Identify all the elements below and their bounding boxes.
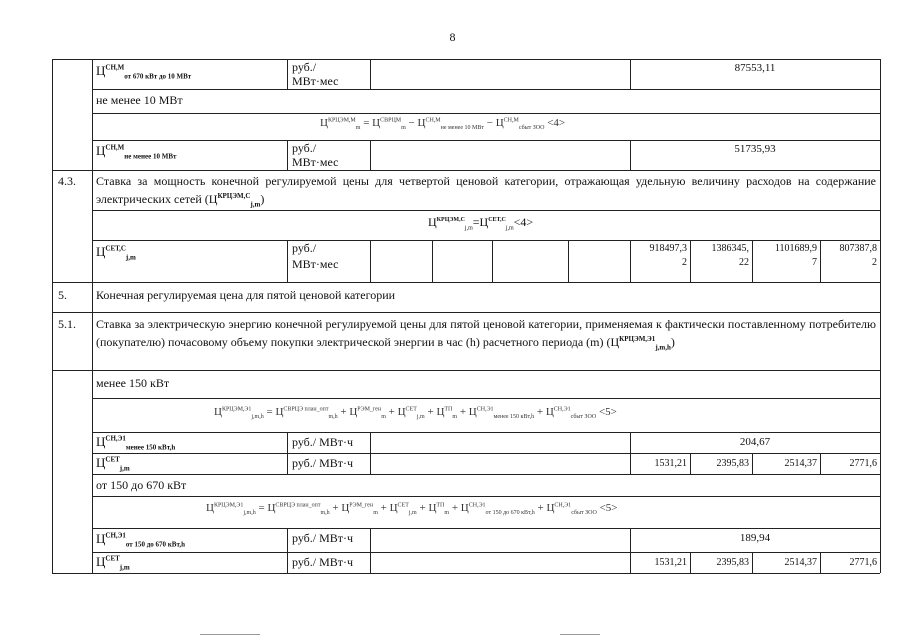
rate-value: 2514,37	[784, 557, 817, 568]
scan-mark	[560, 634, 600, 635]
tariff-symbol: $Ц^{СН,Э1}_{менее 150 кВт,h}$	[96, 434, 176, 452]
rate-value: 918497,3	[649, 243, 687, 254]
section-text: Ставка за электрическую энергию конечной регулируемой цены для пятой ценовой категории, применяемая к фактически поставленному потребителю (покупателю) почасовому объему покупки электрической энергии в час (h) расчетного периода (m) $(Ц^{КРЦЭМ,Э1}_{j,m,h})$	[96, 317, 876, 352]
formula: $Ц^{КРЦЭМ,Э1}_{j,m,h} = Ц^{СВРЦЭ план\_опт}_{m,h} + Ц^{РЭМ\_ген}_m + Ц^{СЕТ}_{j,m} + Ц^{ТП}_m + Ц^{СН,Э1}_{от 150 до 670 кВт,h} + Ц^{СН,Э1}_{сбыт ЗОО} <5>$	[206, 502, 618, 517]
rate-value: 2	[682, 257, 687, 268]
tariff-symbol: $Ц^{СН,М}_{не менее 10 МВт}$	[96, 143, 177, 161]
rate-value: 2771,6	[849, 557, 877, 568]
tariff-symbol: $Ц^{СЕТ}_{j,m}$	[96, 554, 130, 572]
rate-value: 87553,11	[734, 62, 776, 74]
formula: $Ц^{КРЦЭМ,М}_m = Ц^{СВРЦМ}_m - Ц^{СН,М}_{не менее 10 МВт} - Ц^{СН,М}_{сбыт ЗОО} <4>$	[320, 117, 566, 132]
unit-label: МВт·мес	[292, 155, 339, 169]
formula: $Ц^{КРЦЭМ,Э1}_{j,m,h} = Ц^{СВРЦЭ план\_опт}_{m,h} + Ц^{РЭМ\_ген}_m + Ц^{СЕТ}_{j,m} + Ц^{ТП}_m + Ц^{СН,Э1}_{менее 150 кВт,h} + Ц^{СН,Э1}_{сбыт ЗОО} <5>$	[214, 406, 617, 421]
unit-label: руб./ МВт·ч	[292, 531, 354, 545]
row-label: не менее 10 МВт	[96, 93, 183, 107]
row-label: менее 150 кВт	[96, 376, 170, 390]
section-number: 5.	[58, 288, 67, 302]
rate-value: 1386345,	[711, 243, 749, 254]
formula: $Ц^{КРЦЭМ,С}_{j,m}=Ц^{СЕТ,С}_{j,m}<4>$	[428, 215, 534, 232]
rate-value: 204,67	[739, 436, 771, 448]
rate-value: 1101689,9	[774, 243, 817, 254]
section-text: Конечная регулируемая цена для пятой ценовой категории	[96, 288, 396, 302]
unit-label: руб./ МВт·ч	[292, 435, 354, 449]
rate-value: 1531,21	[654, 458, 687, 469]
rate-value: 2	[872, 257, 877, 268]
unit-label: МВт·мес	[292, 257, 339, 271]
unit-label: руб./ МВт·ч	[292, 456, 354, 470]
tariff-symbol: $Ц^{СН,Э1}_{от 150 до 670 кВт,h}$	[96, 531, 186, 549]
unit-label: руб./ МВт·ч	[292, 555, 354, 569]
page-number: 8	[449, 30, 456, 44]
tariff-symbol: $Ц^{СЕТ}_{j,m}$	[96, 455, 130, 473]
section-number: 5.1.	[58, 317, 76, 331]
rate-value: 807387,8	[839, 243, 877, 254]
tariff-symbol: $Ц^{СЕТ,С}_{j,m}$	[96, 244, 136, 262]
scan-mark	[200, 634, 260, 635]
rate-value: 189,94	[739, 532, 771, 544]
rate-value: 2514,37	[784, 458, 817, 469]
rate-value: 2395,83	[716, 458, 749, 469]
rate-value: 51735,93	[734, 143, 776, 155]
unit-label: МВт·мес	[292, 74, 339, 88]
rate-value: 7	[812, 257, 817, 268]
rate-value: 2395,83	[716, 557, 749, 568]
unit-label: руб./	[292, 60, 317, 74]
section-number: 4.3.	[58, 174, 76, 188]
rate-value: 22	[739, 257, 749, 268]
rate-value: 1531,21	[654, 557, 687, 568]
rate-value: 2771,6	[849, 458, 877, 469]
unit-label: руб./	[292, 141, 317, 155]
row-label: от 150 до 670 кВт	[96, 478, 187, 492]
section-text: Ставка за мощность конечной регулируемой цены для четвертой ценовой категории, отражающая удельную величину расходов на содержание электрических сетей $(Ц^{КРЦЭМ,С}_{j,m})$	[96, 174, 876, 209]
tariff-symbol: $Ц^{СН,М}_{от 670 кВт до 10 МВт}$	[96, 63, 192, 81]
unit-label: руб./	[292, 241, 317, 255]
